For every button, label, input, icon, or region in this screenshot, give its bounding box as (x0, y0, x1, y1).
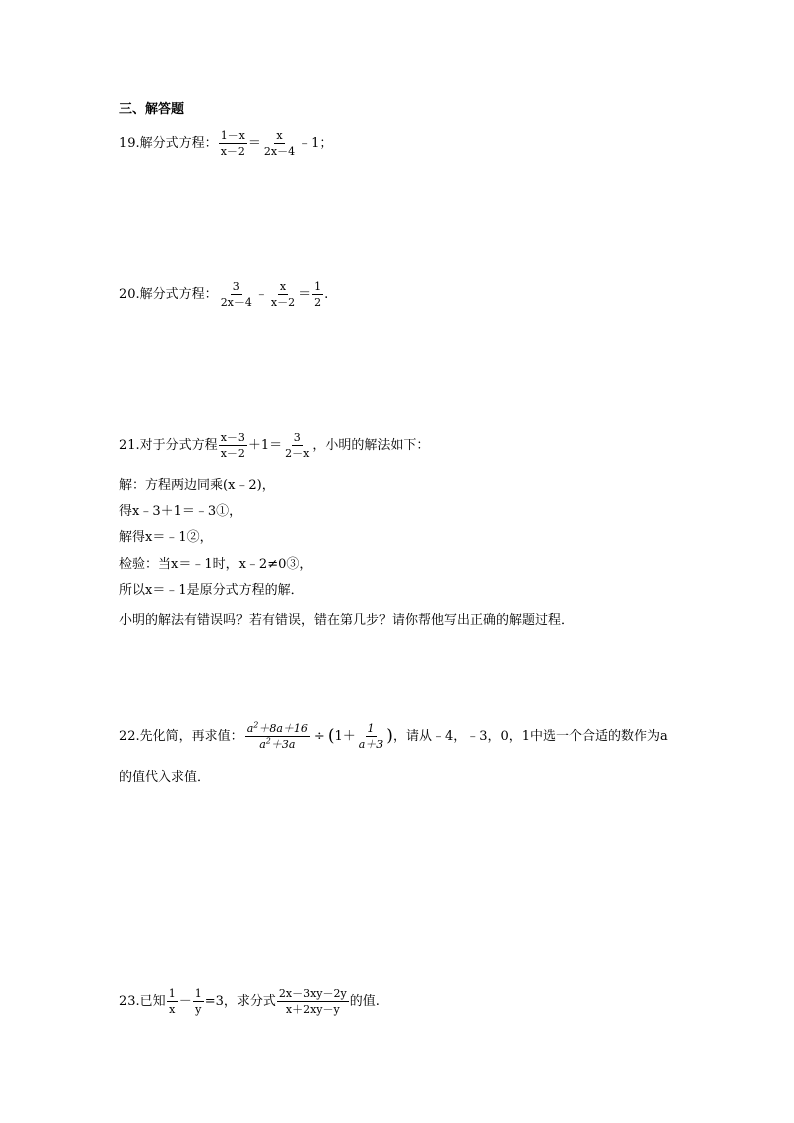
q20-fraction-3: $\frac{1}{2}$ (314, 280, 322, 309)
q22-fraction-1: $\frac{a^2+8a+16}{a^2+3a}$ (246, 720, 308, 751)
q23-fraction-3: $\frac{2x-3xy-2y}{x+2xy-y}$ (278, 987, 347, 1016)
question-19: 19.解分式方程： $\frac{1-x}{x-2}$ ＝ $\frac{x}{2x-4}$ ﹣1； (119, 129, 333, 158)
section-title: 三、解答题 (119, 102, 185, 117)
q20-label: 20.解分式方程： (119, 287, 218, 302)
q21-solution-line: 解得x＝﹣1②， (119, 530, 213, 545)
question-23: 23.已知 $\frac{1}{x}$ － $\frac{1}{y}$ =3，求分式 $\frac{2x-3xy-2y}{x+2xy-y}$ 的值. (119, 987, 380, 1016)
q20-fraction-1: $\frac{3}{2x-4}$ (220, 280, 252, 309)
q19-fraction-2: $\frac{x}{2x-4}$ (263, 129, 296, 158)
q21-fraction-2: $\frac{3}{2-x}$ (285, 431, 310, 460)
q21-fraction-1: $\frac{x-3}{x-2}$ (220, 431, 245, 460)
question-22: 22.先化简，再求值： $\frac{a^2+8a+16}{a^2+3a}$ ÷ ( 1＋ $\frac{1}{a+3}$ ) ，请从﹣4，﹣3，0，1中选一个合适的数作为a (119, 720, 668, 751)
q21-label: 21.对于分式方程 (119, 438, 218, 453)
q19-label: 19.解分式方程： (119, 136, 218, 151)
q23-fraction-2: $\frac{1}{y}$ (194, 987, 202, 1016)
q20-fraction-2: $\frac{x}{x-2}$ (270, 280, 296, 309)
q21-solution-line: 解：方程两边同乘(x﹣2)， (119, 478, 275, 493)
question-21: 21.对于分式方程 $\frac{x-3}{x-2}$ ＋1＝ $\frac{3}{2-x}$ ，小明的解法如下： (119, 431, 430, 460)
q23-fraction-1: $\frac{1}{x}$ (168, 987, 176, 1016)
q22-fraction-2: $\frac{1}{a+3}$ (358, 722, 384, 751)
q21-solution-line: 所以x＝﹣1是原分式方程的解． (119, 583, 304, 598)
q22-line-2: 的值代入求值． (119, 770, 211, 785)
q23-label: 23.已知 (119, 994, 166, 1009)
q21-solution-line: 检验：当x＝﹣1时，x﹣2≠0③， (119, 557, 313, 572)
q22-label: 22.先化简，再求值： (119, 729, 244, 744)
question-20: 20.解分式方程： $\frac{3}{2x-4}$ ﹣ $\frac{x}{x-2}$ ＝ $\frac{1}{2}$ . (119, 280, 329, 309)
q21-solution-line: 得x﹣3＋1＝﹣3①， (119, 504, 243, 519)
q19-fraction-1: $\frac{1-x}{x-2}$ (220, 129, 245, 158)
q21-question-line: 小明的解法有错误吗？若有错误，错在第几步？请你帮他写出正确的解题过程． (119, 613, 575, 628)
